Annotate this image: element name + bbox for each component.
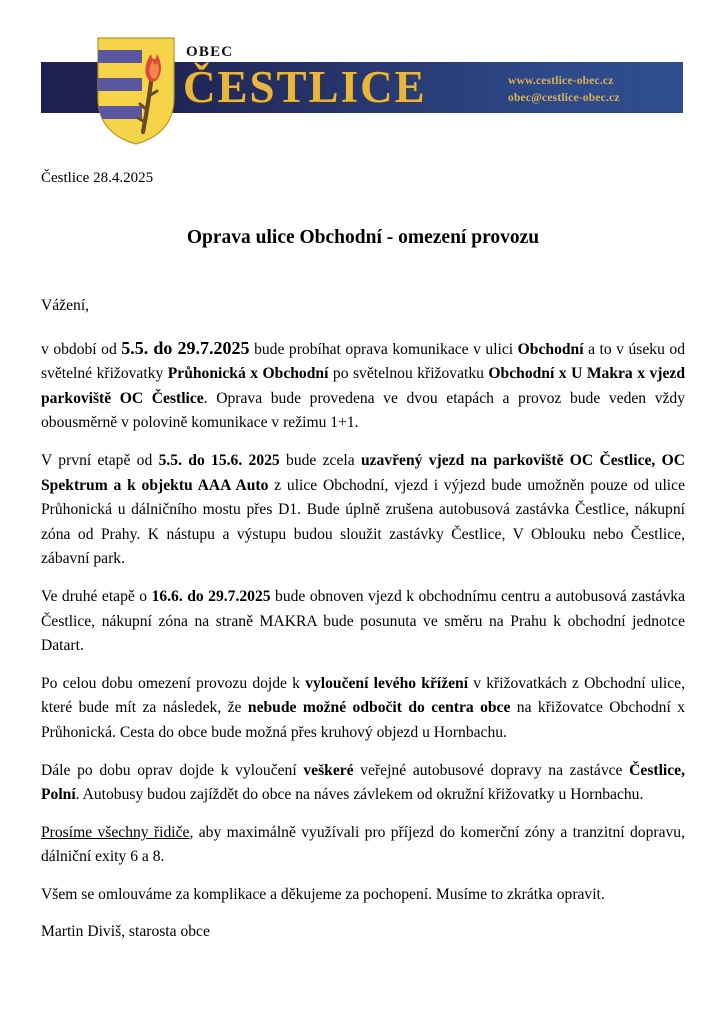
p6-request-underlined: Prosíme všechny řidiče: [41, 823, 190, 841]
p2-closed-entrances: uzavřený vjezd na parkoviště OC Čestlice, OC Spektrum a k objektu AAA Auto: [41, 451, 686, 494]
header-contact-block: [508, 73, 620, 107]
p1-junction-start: Průhonická x Obchodní: [167, 365, 329, 383]
page-title: Oprava ulice Obchodní - omezení provozu: [186, 227, 540, 248]
p1-text-e: a to v úseku od světelné křižovatky: [41, 340, 685, 383]
header-obec-label: OBEC: [186, 44, 234, 60]
paragraph-driver-request: [41, 821, 685, 870]
p1-text-c: bude probíhat oprava komunikace v ulici: [249, 340, 518, 358]
p4-text-e: na křižovatce Obchodní x Průhonická. Cesta do obce bude možná přes kruhový objezd u Hornbachu.: [41, 699, 685, 741]
p1-date-range: 5.5. do 29.7.2025: [121, 337, 250, 358]
paragraph-phase-two: [41, 585, 685, 659]
p1-text-g: po světelnou křižovatku: [328, 365, 489, 383]
p1-junction-end: Obchodní x U Makra x vjezd parkoviště OC Čestlice: [41, 365, 686, 407]
p2-text-c: bude zcela: [279, 451, 361, 469]
p4-text-c: v křižovatkách z Obchodní ulice, které bude mít za následek, že: [41, 674, 685, 717]
document-body: [41, 168, 685, 958]
p1-text-a: v období od: [41, 340, 122, 358]
p4-left-turn-exclusion: vyloučení levého křížení: [305, 674, 469, 692]
p4-text-a: Po celou dobu omezení provozu dojde k: [41, 674, 306, 692]
p5-bus-stop-name: Čestlice, Polní: [41, 761, 686, 804]
p2-text-a: V první etapě od: [41, 451, 159, 469]
p1-text-i: . Oprava bude provedena ve dvou etapách a provoz bude veden vždy obousměrně v polovině komunikace v režimu 1+1.: [41, 389, 686, 432]
p2-text-e: z ulice Obchodní, vjezd i výjezd bude umožněn pouze od ulice Průhonická u dálničního mostu přes D1. Bude úplně zrušena autobusová zastávka Čestlice, nákupní zóna od Prahy. K nástupu a výstupu budou sloužit zastávky Čestlice, V Oblouku nebo Čestlice, zábavní park.: [41, 476, 685, 568]
p5-all-emphasis: veškeré: [303, 761, 354, 779]
p4-no-turn-center: nebude možné odbočit do centra obce: [247, 699, 511, 717]
p3-date-range: 16.6. do 29.7.2025: [151, 587, 271, 605]
header-village-name: ČESTLICE: [183, 62, 427, 112]
date-line: Čestlice 28.4.2025: [41, 170, 154, 186]
p3-text-a: Ve druhé etapě o: [41, 587, 152, 605]
header-website[interactable]: www.cestlice-obec.cz: [508, 75, 614, 87]
coat-of-arms-icon: [96, 36, 176, 146]
document-header: [0, 0, 724, 160]
closing-apology: Všem se omlouváme za komplikace a děkujeme za pochopení. Musíme to zkrátka opravit.: [41, 885, 605, 903]
salutation: Vážení,: [41, 297, 90, 314]
paragraph-left-turn-ban: [41, 672, 685, 746]
paragraph-phase-one: [41, 449, 685, 572]
paragraph-bus-stop-closure: [41, 759, 685, 808]
p5-text-c: veřejné autobusové dopravy na zastávce: [353, 761, 630, 779]
paragraph-period-overview: [41, 336, 685, 436]
p6-text-b: , aby maximálně využívali pro příjezd do komerční zóny a tranzitní dopravu, dálniční exity 6 a 8.: [41, 823, 685, 866]
p5-text-a: Dále po dobu oprav dojde k vyloučení: [41, 761, 304, 779]
p3-text-c: bude obnoven vjezd k obchodnímu centru a autobusová zastávka Čestlice, nákupní zóna na straně MAKRA bude posunuta ve směru na Prahu k obchodní jednotce Datart.: [41, 587, 685, 655]
p1-street-name: Obchodní: [517, 340, 584, 358]
header-email[interactable]: obec@cestlice-obec.cz: [508, 92, 620, 104]
p5-text-e: . Autobusy budou zajíždět do obce na náves závlekem od okružní křižovatky u Hornbachu.: [75, 786, 644, 804]
p2-date-range: 5.5. do 15.6. 2025: [158, 451, 280, 469]
signature-line: Martin Diviš, starosta obce: [41, 923, 210, 941]
